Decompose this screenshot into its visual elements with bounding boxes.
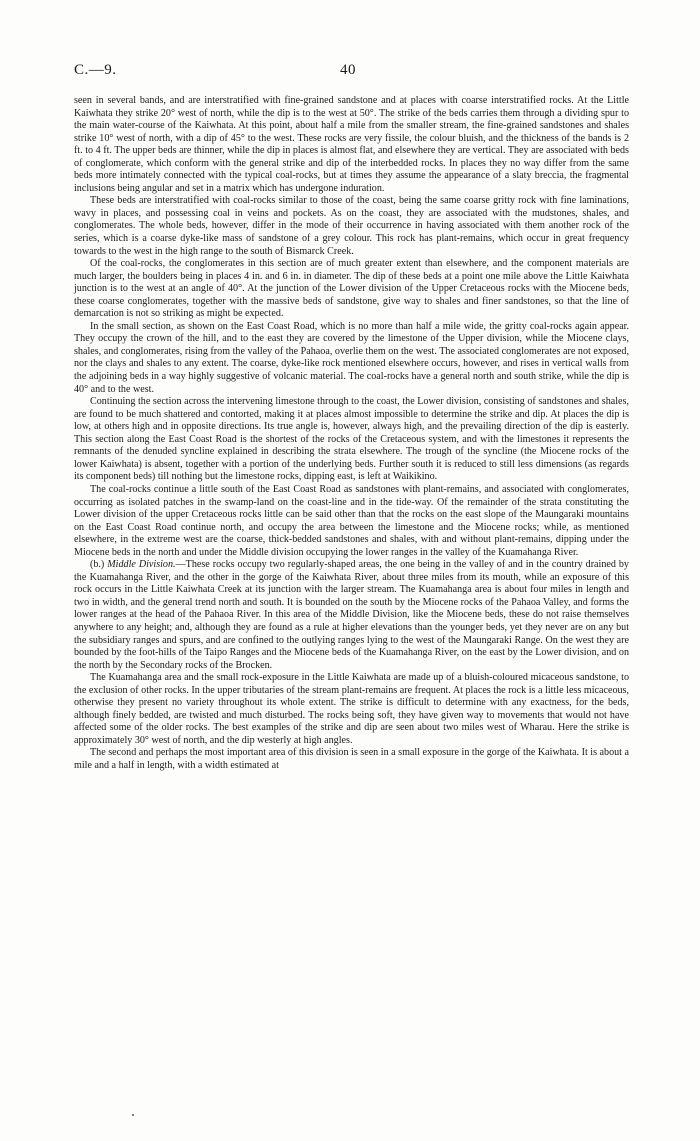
paragraph-2: These beds are interstratified with coal-rocks similar to those of the coast, being the same coarse gritty rock with fine laminations, wavy in places, and possessing coal in veins and pockets. As on the coast, they are associated with the mudstones, shales, and conglomerates. The whole beds, however, differ in the mode of their occurrence in having associated with them another rock of the series, which is a coarse dyke-like mass of sandstone of a grey colour. This rock has plant-remains, which occur in great frequency towards to the west in the high range to the south of Bismarck Creek. xyxy=(74,195,629,257)
paragraph-middle-division xyxy=(74,559,629,672)
page-number: 40 xyxy=(340,62,356,78)
page-header xyxy=(74,62,629,82)
paragraph-1: seen in several bands, and are interstratified with fine-grained sandstone and at places with coarse interstratified rocks. At the Little Kaiwhata they strike 20° west of north, while the dip is to the west at 50°. The strike of the beds carries them through a dividing spur to the main water-course of the Kaiwhata. At this point, about half a mile from the smaller stream, the fine-grained sandstones and shales strike 10° west of north, with a dip of 45° to the west. These rocks are very fissile, the colour bluish, and the thickness of the bands is 2 ft. to 4 ft. The upper beds are thinner, while the dip in places is almost flat, and elsewhere they are vertical. They are associated with beds of conglomerate, which conform with the general strike and dip of the interbedded rocks. In places they no way differ from the same beds more intimately connected with the typical coal-rocks, but at times they assume the appearance of a slaty breccia, the fragmental inclusions being angular and set in a matrix which has undergone induration. xyxy=(74,95,629,194)
body-text xyxy=(74,95,629,773)
paragraph-8: The Kuamahanga area and the small rock-exposure in the Little Kaiwhata are made up of a bluish-coloured micaceous sandstone, to the exclusion of other rocks. In the upper tributaries of the stream plant-remains are frequent. At places the rock is a little less micaceous, otherwise they present no variety throughout its whole extent. The strike is difficult to determine with any exactness, for the beds, although finely bedded, are twisted and much disturbed. The rocks being soft, they have given way to movements that would not have affected some of the older rocks. The best examples of the strike and dip are seen about two miles west of Wharau. Here the strike is approximately 30° west of north, and the dip westerly at high angles. xyxy=(74,672,629,746)
paragraph-5: Continuing the section across the intervening limestone through to the coast, the Lower division, consisting of sandstones and shales, are found to be much shattered and contorted, making it at places almost impossible to determine the strike and dip. At places the dip is low, at others high and in opposite directions. Its true angle is, however, always high, and the prevailing direction of the dip is easterly. This section along the East Coast Road is the shortest of the rocks of the Cretaceous system, and with the limestones it represents the remnants of the denuded syncline explained in describing the strata elsewhere. The trough of the syncline (the Miocene rocks of the lower Kaiwhata) is absent, together with a portion of the underlying beds. Further south it is reduced to still less dimensions (as regards its component beds) till nothing but the limestone rocks, dipping east, is left at Waikikino. xyxy=(74,396,629,483)
document-reference: C.—9. xyxy=(74,62,117,78)
paragraph-7-text: These rocks occupy two regularly-shaped areas, the one being in the valley of and in the country drained by the Kuamahanga River, and the other in the gorge of the Kaiwhata River, about three miles from its mouth, while an exposure of this rock occurs in the Little Kaiwhata Creek at its junction with the larger stream. The Kuamahanga area is about four miles in length and two in width, and the general trend north and south. It is bounded on the south by the Miocene rocks of the Pahaoa Valley, and forms the lower ranges at the head of the Pahaoa River. In this area of the Middle Division, like the Miocene beds, these do not raise themselves anywhere to any height; and, although they are found as a rule at higher elevations than the younger beds, yet they never are on any but the subsidiary ranges and spurs, and are confined to the outlying ranges lying to the west of the Maungaraki Range. On the west they are bounded by the foot-hills of the Taipo Ranges and the Miocene beds of the Kuamahanga River, on the east by the Lower division, and on the north by the Secondary rocks of the Brocken. xyxy=(74,559,629,671)
paragraph-4: In the small section, as shown on the East Coast Road, which is no more than half a mile wide, the gritty coal-rocks again appear. They occupy the crown of the hill, and to the east they are covered by the limestone of the Upper division, while the Miocene clays, shales, and conglomerates, rising from the valley of the Pahaoa, overlie them on the west. The associated conglomerates are not exposed, nor the clays and shales to any extent. The coarse, dyke-like rock mentioned elsewhere occurs, however, and rises in vertical walls from the adjoining beds in a way highly suggestive of volcanic material. The coal-rocks have a general north and south strike, while the dip is 40° and to the west. xyxy=(74,320,629,395)
paragraph-3: Of the coal-rocks, the conglomerates in this section are of much greater extent than elsewhere, and the component materials are much larger, the boulders being in places 4 in. and 6 in. in diameter. The dip of these beds at a point one mile above the Little Kaiwhata junction is to the west at an angle of 40°. At the junction of the Lower division of the Upper Cretaceous rocks with the Miocene beds, these coarse conglomerates, together with the massive beds of sandstone, give way to shales and finer sandstones, so that the line of demarcation is not so striking as might be expected. xyxy=(74,258,629,320)
section-heading: Middle Division. xyxy=(107,559,176,571)
paragraph-6: The coal-rocks continue a little south of the East Coast Road as sandstones with plant-remains, and associated with conglomerates, occurring as isolated patches in the swamp-land on the coast-line and in the tide-way. Of the remainder of the strata constituting the Lower division of the upper Cretaceous rocks little can be said other than that the rocks on the east slope of the Maungaraki mountains on the East Coast Road continue north, and occupy the area between the limestone and the Miocene rocks; while, as mentioned elsewhere, in the extreme west are the coarse, thick-bedded sandstones and shales, with and without plant-remains, dipping under the Miocene beds in the north and under the Middle division occupying the lower ranges in the valley of the Kuamahanga River. xyxy=(74,483,629,558)
section-dash: — xyxy=(175,559,186,571)
paragraph-9: The second and perhaps the most important area of this division is seen in a small exposure in the gorge of the Kaiwhata. It is about a mile and a half in length, with a width estimated at xyxy=(74,747,629,771)
paper-speck xyxy=(132,1114,134,1116)
section-marker: (b.) xyxy=(90,559,108,571)
